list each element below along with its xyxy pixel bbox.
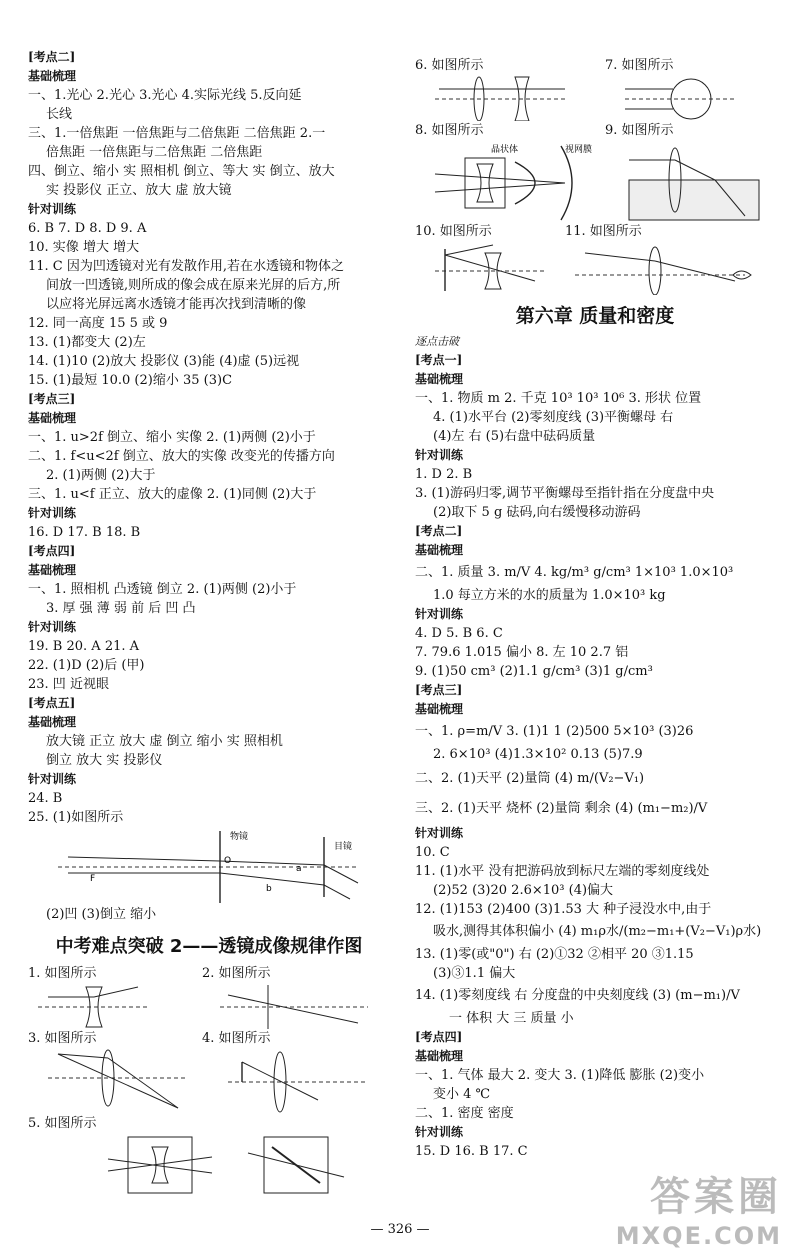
section-heading: 基础梳理 bbox=[415, 372, 464, 386]
answer-line: 间放一凹透镜,则所成的像会成在原来光屏的后方,所 bbox=[46, 278, 341, 293]
answer-line: 9. (1)50 cm³ (2)1.1 g/cm³ (3)1 g/cm³ bbox=[415, 664, 653, 679]
answer-line: 12. (1)153 (2)400 (3)1.53 大 种子浸没水中,由于 bbox=[415, 902, 712, 917]
answer-line: 以应将光屏远离水透镜才能再次找到清晰的像 bbox=[46, 297, 307, 312]
answer-line: 倒立 放大 实 投影仪 bbox=[46, 753, 163, 768]
section-heading: 针对训练 bbox=[415, 1125, 464, 1139]
lens-diagrams-3-4 bbox=[28, 1048, 390, 1114]
lens-diagrams-6-7 bbox=[415, 75, 775, 121]
objective-label: 物镜 bbox=[230, 832, 249, 842]
left-column bbox=[28, 48, 390, 1197]
watermark-text: 答案圈 bbox=[650, 1174, 782, 1220]
answer-line: 倍焦距 一倍焦距与二倍焦距 二倍焦距 bbox=[46, 145, 263, 160]
answer-line: 25. (1)如图所示 bbox=[28, 810, 124, 825]
answer-line: 一、1. 物质 m 2. 千克 10³ 10³ 10⁶ 3. 形状 位置 bbox=[415, 391, 702, 406]
figure-caption: 4. 如图所示 bbox=[202, 1031, 271, 1046]
answer-line: (3)③1.1 偏大 bbox=[433, 966, 516, 981]
answer-line: 二、1. f<u<2f 倒立、放大的实像 改变光的传播方向 bbox=[28, 449, 335, 464]
answer-line: 3. (1)游码归零,调节平衡螺母至指针指在分度盘中央 bbox=[415, 486, 715, 501]
subtitle: 逐点击破 bbox=[415, 335, 459, 348]
answer-line: 四、倒立、缩小 实 照相机 倒立、等大 实 倒立、放大 bbox=[28, 164, 335, 179]
crystal-label: 晶状体 bbox=[491, 145, 519, 155]
answer-line: 一、1. 照相机 凸透镜 倒立 2. (1)两侧 (2)小于 bbox=[28, 582, 297, 597]
answer-line: 24. B bbox=[28, 791, 63, 806]
figure-caption: 7. 如图所示 bbox=[605, 58, 674, 73]
section-heading: 基础梳理 bbox=[28, 411, 77, 425]
section-tag: [考点五] bbox=[28, 696, 76, 710]
answer-line: 实 投影仪 正立、放大 虚 放大镜 bbox=[46, 183, 232, 198]
answer-line: (4)左 右 (5)右盘中砝码质量 bbox=[433, 429, 596, 444]
answer-line: 一、1. u>2f 倒立、缩小 实像 2. (1)两侧 (2)小于 bbox=[28, 430, 316, 445]
answer-line: 4. D 5. B 6. C bbox=[415, 626, 503, 641]
figure-caption: 8. 如图所示 bbox=[415, 123, 484, 138]
figure-caption: 6. 如图所示 bbox=[415, 58, 484, 73]
answer-line: 4. (1)水平台 (2)零刻度线 (3)平衡螺母 右 bbox=[433, 410, 674, 425]
answer-line: 放大镜 正立 放大 虚 倒立 缩小 实 照相机 bbox=[46, 734, 283, 749]
answer-line: 一、1. ρ=m/V 3. (1)1 1 (2)500 5×10³ (3)26 bbox=[415, 724, 694, 739]
page-number: — 326 — bbox=[370, 1222, 430, 1237]
answer-line: 2. (1)两侧 (2)大于 bbox=[46, 468, 156, 483]
answer-line: 一 体积 大 三 质量 小 bbox=[449, 1011, 574, 1026]
answer-line: 一、1. 气体 最大 2. 变大 3. (1)降低 膨胀 (2)变小 bbox=[415, 1068, 705, 1083]
answer-line: 15. D 16. B 17. C bbox=[415, 1144, 528, 1159]
section-heading: 基础梳理 bbox=[28, 563, 77, 577]
section-heading: 基础梳理 bbox=[415, 543, 464, 557]
section-title: 中考难点突破 2——透镜成像规律作图 bbox=[55, 936, 363, 957]
answer-line: (2)取下 5 g 砝码,向右缓慢移动游码 bbox=[433, 505, 641, 520]
figure-caption: 9. 如图所示 bbox=[605, 123, 674, 138]
answer-line: 1.0 每立方米的水的质量为 1.0×10³ kg bbox=[433, 588, 666, 603]
telescope-diagram bbox=[28, 827, 390, 905]
figure-caption: 5. 如图所示 bbox=[28, 1116, 97, 1131]
section-heading: 针对训练 bbox=[28, 772, 77, 786]
section-tag: [考点二] bbox=[28, 50, 76, 64]
chapter-title: 第六章 质量和密度 bbox=[515, 305, 675, 327]
figure-caption: 10. 如图所示 bbox=[415, 224, 492, 239]
lens-diagrams-10-11 bbox=[415, 241, 775, 295]
section-tag: [考点一] bbox=[415, 353, 463, 367]
answer-line: 3. 厚 强 薄 弱 前 后 凹 凸 bbox=[46, 601, 196, 616]
eyepiece-label: 目镜 bbox=[334, 842, 353, 852]
answer-line: 12. 同一高度 15 5 或 9 bbox=[28, 316, 168, 331]
section-heading: 针对训练 bbox=[415, 448, 464, 462]
section-heading: 针对训练 bbox=[28, 620, 77, 634]
point-label: a bbox=[296, 864, 302, 874]
point-label: O bbox=[224, 856, 232, 866]
right-column bbox=[415, 56, 775, 1161]
answer-line: 11. (1)水平 没有把游码放到标尺左端的零刻度线处 bbox=[415, 864, 710, 879]
section-tag: [考点四] bbox=[415, 1030, 463, 1044]
section-heading: 针对训练 bbox=[28, 202, 77, 216]
answer-line: 二、2. (1)天平 (2)量筒 (4) m/(V₂−V₁) bbox=[415, 771, 645, 786]
section-tag: [考点四] bbox=[28, 544, 76, 558]
section-tag: [考点二] bbox=[415, 524, 463, 538]
answer-line: 三、2. (1)天平 烧杯 (2)量筒 剩余 (4) (m₁−m₂)/V bbox=[415, 801, 708, 816]
answer-line: 16. D 17. B 18. B bbox=[28, 525, 141, 540]
answer-line: 6. B 7. D 8. D 9. A bbox=[28, 221, 147, 236]
section-heading: 针对训练 bbox=[28, 506, 77, 520]
figure-caption: 3. 如图所示 bbox=[28, 1031, 97, 1046]
section-heading: 针对训练 bbox=[415, 607, 464, 621]
lens-diagrams-1-2 bbox=[28, 983, 390, 1029]
figure-caption: 2. 如图所示 bbox=[202, 966, 271, 981]
section-heading: 基础梳理 bbox=[28, 69, 77, 83]
answer-line: 11. C 因为凹透镜对光有发散作用,若在水透镜和物体之 bbox=[28, 259, 345, 274]
answer-line: 14. (1)10 (2)放大 投影仪 (3)能 (4)虚 (5)远视 bbox=[28, 354, 300, 369]
answer-line: (2)凹 (3)倒立 缩小 bbox=[46, 907, 157, 922]
answer-line: 13. (1)零(或"0") 右 (2)①32 ②相平 20 ③1.15 bbox=[415, 947, 694, 962]
answer-line: 23. 凹 近视眼 bbox=[28, 677, 109, 692]
answer-line: 二、1. 密度 密度 bbox=[415, 1106, 514, 1121]
answer-line: 一、1.光心 2.光心 3.光心 4.实际光线 5.反向延 bbox=[28, 88, 302, 103]
lens-diagram-5 bbox=[28, 1133, 390, 1197]
answer-line: 19. B 20. A 21. A bbox=[28, 639, 140, 654]
answer-line: 长线 bbox=[46, 107, 73, 122]
answer-line: 10. C bbox=[415, 845, 450, 860]
figure-caption: 11. 如图所示 bbox=[565, 224, 642, 239]
answer-line: 22. (1)D (2)后 (甲) bbox=[28, 658, 145, 673]
answer-line: 15. (1)最短 10.0 (2)缩小 35 (3)C bbox=[28, 373, 233, 388]
section-heading: 基础梳理 bbox=[28, 715, 77, 729]
answer-line: 2. 6×10³ (4)1.3×10² 0.13 (5)7.9 bbox=[433, 747, 643, 762]
answer-line: (2)52 (3)20 2.6×10³ (4)偏大 bbox=[433, 883, 614, 898]
section-heading: 基础梳理 bbox=[415, 702, 464, 716]
watermark bbox=[616, 1165, 782, 1250]
answer-line: 14. (1)零刻度线 右 分度盘的中央刻度线 (3) (m−m₁)/V bbox=[415, 988, 740, 1003]
point-label: F bbox=[90, 874, 96, 884]
watermark-url: MXQE.COM bbox=[615, 1222, 782, 1250]
figure-caption: 1. 如图所示 bbox=[28, 966, 97, 981]
answer-line: 三、1.一倍焦距 一倍焦距与二倍焦距 二倍焦距 2.一 bbox=[28, 126, 326, 141]
section-heading: 针对训练 bbox=[415, 826, 464, 840]
retina-label: 视网膜 bbox=[565, 145, 593, 155]
answer-line: 吸水,测得其体积偏小 (4) m₁ρ水/(m₂−m₁+(V₂−V₁)ρ水) bbox=[433, 924, 762, 939]
answer-line: 10. 实像 增大 增大 bbox=[28, 240, 140, 255]
point-label: b bbox=[266, 884, 272, 894]
section-tag: [考点三] bbox=[28, 392, 76, 406]
answer-line: 13. (1)都变大 (2)左 bbox=[28, 335, 146, 350]
answer-line: 1. D 2. B bbox=[415, 467, 473, 482]
section-heading: 基础梳理 bbox=[415, 1049, 464, 1063]
answer-line: 7. 79.6 1.015 偏小 8. 左 10 2.7 铝 bbox=[415, 645, 629, 660]
answer-line: 三、1. u<f 正立、放大的虚像 2. (1)同侧 (2)大于 bbox=[28, 487, 317, 502]
answer-line: 二、1. 质量 3. m/V 4. kg/m³ g/cm³ 1×10³ 1.0×10³ bbox=[415, 565, 734, 580]
lens-diagrams-8-9 bbox=[415, 140, 775, 222]
section-tag: [考点三] bbox=[415, 683, 463, 697]
answer-line: 变小 4 ℃ bbox=[433, 1087, 491, 1102]
